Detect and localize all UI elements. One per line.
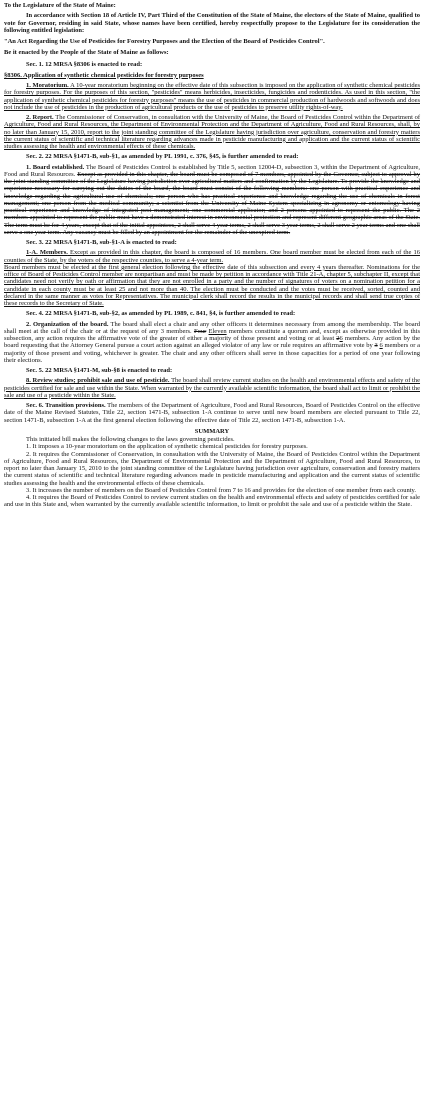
sec1-moratorium-body: A 10-year moratorium beginning on the effective date of this subsection is imposed on the application of synthetic chemical pesticides for forestry purposes. For the purposes of this section, "pesticides" means herbicides, insecticides, fungicides and rodenticides. As used in this section, "the application of synthetic chemical pesticides for forestry purposes" means the use of pesticides in commercial production of hardwoods and softwoods and does not include the use of pesticides in the production of agricultural products or the use of pesticides to preserve utility rights-of-way.	[4, 82, 421, 111]
sec1-moratorium-lead: 1. Moratorium.	[26, 82, 69, 89]
sec4-inserted-eleven: Eleven	[208, 327, 227, 335]
sec1-title: §8306. Application of synthetic chemical pesticides for forestry purposes	[4, 71, 204, 79]
sec4-lead: 2. Organization of the board.	[26, 320, 109, 328]
summary-item-4: 4. It requires the Board of Pesticides Control to review current studies on the health and environmental effects and safety of pesticides certified for sale and use in this State and, when warranted by the currently available scientific information, to limit or prohibit the sale and use of a pesticide within the State.	[4, 494, 420, 509]
sec6-transition	[4, 402, 420, 424]
sec5-lead: 8. Review studies; prohibit sale and use of pesticide.	[26, 377, 170, 385]
sec3-lead: 1-A. Members.	[26, 249, 68, 257]
sec1-report	[4, 114, 420, 150]
sec6-body: The members of the Department of Agriculture, Food and Rural Resources, Board of Pesticides Control on the effective date of the Maine Revised Statutes, Title 22, section 1471-B, subsection 1-A continue to serve until new board members are elected pursuant to Title 22, section 1471-B, subsection 1-A at the first general election following the effective date of Title 22, section 1471-B, subsection 1-A.	[4, 402, 420, 424]
intro-paragraph: In accordance with Section 18 of Article IV, Part Third of the Constitution of the State of Maine, the electors of the State of Maine, qualified to vote for Governor, residing in said State, whose names have been certified, hereby respectfully propose to the Legislature for its consideration the following entitled legislation:	[4, 12, 420, 34]
document-heading: To the Legislature of the State of Maine:	[4, 2, 116, 9]
sec1-report-lead: 2. Report.	[26, 114, 54, 121]
sec4-struck-2: 2	[336, 335, 340, 342]
sec3-members-body: Except as provided in this chapter, the board is composed of 16 members. One board member must be elected from each of the 16 counties of the State, by the voters of the respective counties, to serve a 4-year term.	[4, 249, 420, 264]
sec2-plain: The Board of Pesticides Control is established by Title 5, section 12004-D, subsection 3, within the Department of Agriculture, Food and Rural Resources.	[4, 163, 420, 178]
sec4-text-a: The board shall elect a chair and any other officers it determines necessary from among the membership. The board shall meet at the call of the chair or at the request of any 3 members.	[4, 320, 420, 335]
sec1-report-body: The Commissioner of Conservation, in consultation with the University of Maine, the Board of Pesticides Control within the Department of Agriculture, Food and Rural Resources, the Department of Environmental Protection and the Department of Agriculture, Food and Rural Resources, shall, by no later than January 15, 2010, report to the joint standing committee of the Legislature having jurisdiction over agriculture, conservation and forestry matters the current status of scientific and technical literature regarding advances made in pesticide manufacturing and application and the current status of scientific studies assessing the health and environmental effects of these chemicals.	[4, 114, 420, 150]
sec4-inserted-6a: 6	[339, 335, 343, 342]
summary-title: SUMMARY	[194, 427, 230, 435]
sec5-review	[4, 377, 420, 399]
sec5-body: The board shall review current studies on the health and environmental effects and safety of the pesticides certified for sale and use within the State. When warranted by the currently available scientific information, the board shall act to limit or prohibit the sale and use of a pesticide within the State.	[4, 377, 421, 399]
sec2-lead: 1. Board established.	[26, 163, 85, 171]
sec4-organization	[4, 321, 420, 365]
summary-intro: This initiated bill makes the following changes to the laws governing pesticides.	[26, 436, 235, 443]
sec4-text-e: members. Any action by the board requesting that the Attorney General pursue a court action against an alleged violator of any law or rule requires an affirmative vote by	[4, 335, 421, 350]
sec4-text-g: members or a majority of those present and voting, whichever is greater. The chair and any other officers shall serve in those capacities for a period of one year following their elections.	[4, 342, 421, 364]
enacting-clause: Be it enacted by the People of the State of Maine as follows:	[4, 49, 169, 57]
sec4-struck-3: 3	[374, 342, 378, 350]
sec4-struck-four: Four	[193, 327, 207, 335]
sec1-heading: Sec. 1. 12 MRSA §8306 is enacted to read:	[26, 60, 143, 68]
summary-item-3: 3. It increases the number of members on the Board of Pesticides Control from 7 to 16 and provides for the election of one member from each county.	[26, 486, 417, 494]
sec6-heading: Sec. 6. Transition provisions.	[26, 402, 106, 409]
sec4-text-c: members constitute a quorum and, except as otherwise provided in this subsection, any action requires the affirmative vote of the greater of either a majority of those present and voting or at least	[4, 327, 421, 342]
sec3-heading: Sec. 3. 22 MRSA §1471-B, sub-§1-A is enacted to read:	[26, 239, 177, 246]
summary-item-2: 2. It requires the Commissioner of Conservation, in consultation with the University of Maine, the Board of Pesticides Control within the Department of Agriculture, Food and Rural Resources, the Department of Environmental Protection and the Department of Agriculture, Food and Rural Resources, to report no later than January 15, 2010 to the joint standing committee of the Legislature having jurisdiction over agriculture, conservation and forestry matters the current status of scientific and technical literature regarding advances made in pesticide manufacturing and application and the current status of scientific studies assessing the health and the environmental effects of these chemicals.	[4, 450, 420, 487]
sec5-heading: Sec. 5. 22 MRSA §1471-M, sub-§8 is enacted to read:	[26, 367, 173, 374]
sec4-heading: Sec. 4. 22 MRSA §1471-B, sub-§2, as amended by PL 1989, c. 841, §4, is further amended to read:	[26, 310, 296, 318]
summary-item-1: 1. It imposes a 10-year moratorium on the application of synthetic chemical pesticides for forestry purposes.	[26, 443, 308, 451]
sec4-inserted-6b: 6	[379, 342, 383, 350]
act-title: "An Act Regarding the Use of Pesticides for Forestry Purposes and the Election of the Board of Pesticides Control".	[4, 38, 325, 45]
sec1-moratorium	[4, 82, 420, 111]
sec2-heading: Sec. 2. 22 MRSA §1471-B, sub-§1, as amended by PL 1991, c. 376, §45, is further amended to read:	[26, 153, 299, 161]
sec2-board-established	[4, 164, 420, 237]
sec3-election: Board members must be elected at the first general election following the effective date of this subsection and every 4 years thereafter. Nominations for the office of Board of Pesticides Control member are nonpartisan and must be made by petition in accordance with Title 21-A, chapter 5, subchapter II, except that candidates need not verify by oath or affirmation that they are not enrolled in a party and the number of signatures of voters on a nomination petition for a candidate in each county must be at least 25 and not more than 40. The election must be conducted and the votes must be received, sorted, counted and declared in the same manner as votes for Representatives. The municipal clerk shall record the results in the municipal records and shall send true copies of these records to the Secretary of State.	[4, 263, 420, 307]
sec2-struck-text: Except as provided in this chapter, the board must be composed of 7 members, appointed by the Governor, subject to approval by the joint standing committee of the Legislature having jurisdiction over agricultural matters and confirmation by the Legislature. To provide the knowledge and experience necessary for carrying out the duties of the board, the board must consist of the following members: one person with practical experience and knowledge regarding the agricultural use of chemicals; one person who has practical experience and knowledge regarding the use of chemicals in forest management; one person from the medical community; a scientist from the University of Maine System specializing in agronomy or entomology having practical experience and knowledge of integrated pest management; one commercial applicator; and 2 persons appointed to represent the public. The 2 members appointed to represent the public must have a demonstrated interest in environmental protection and represent different geographic areas of the State. The term must be for 4 years, except that of the initial appointees, 2 shall serve 4 year terms, 2 shall serve 3 year terms, 2 shall serve 2 year terms and one shall serve a one year term. Any vacancy must be filled by an appointment for the remainder of the unexpired term.	[4, 170, 421, 236]
sec3-members	[4, 249, 420, 264]
